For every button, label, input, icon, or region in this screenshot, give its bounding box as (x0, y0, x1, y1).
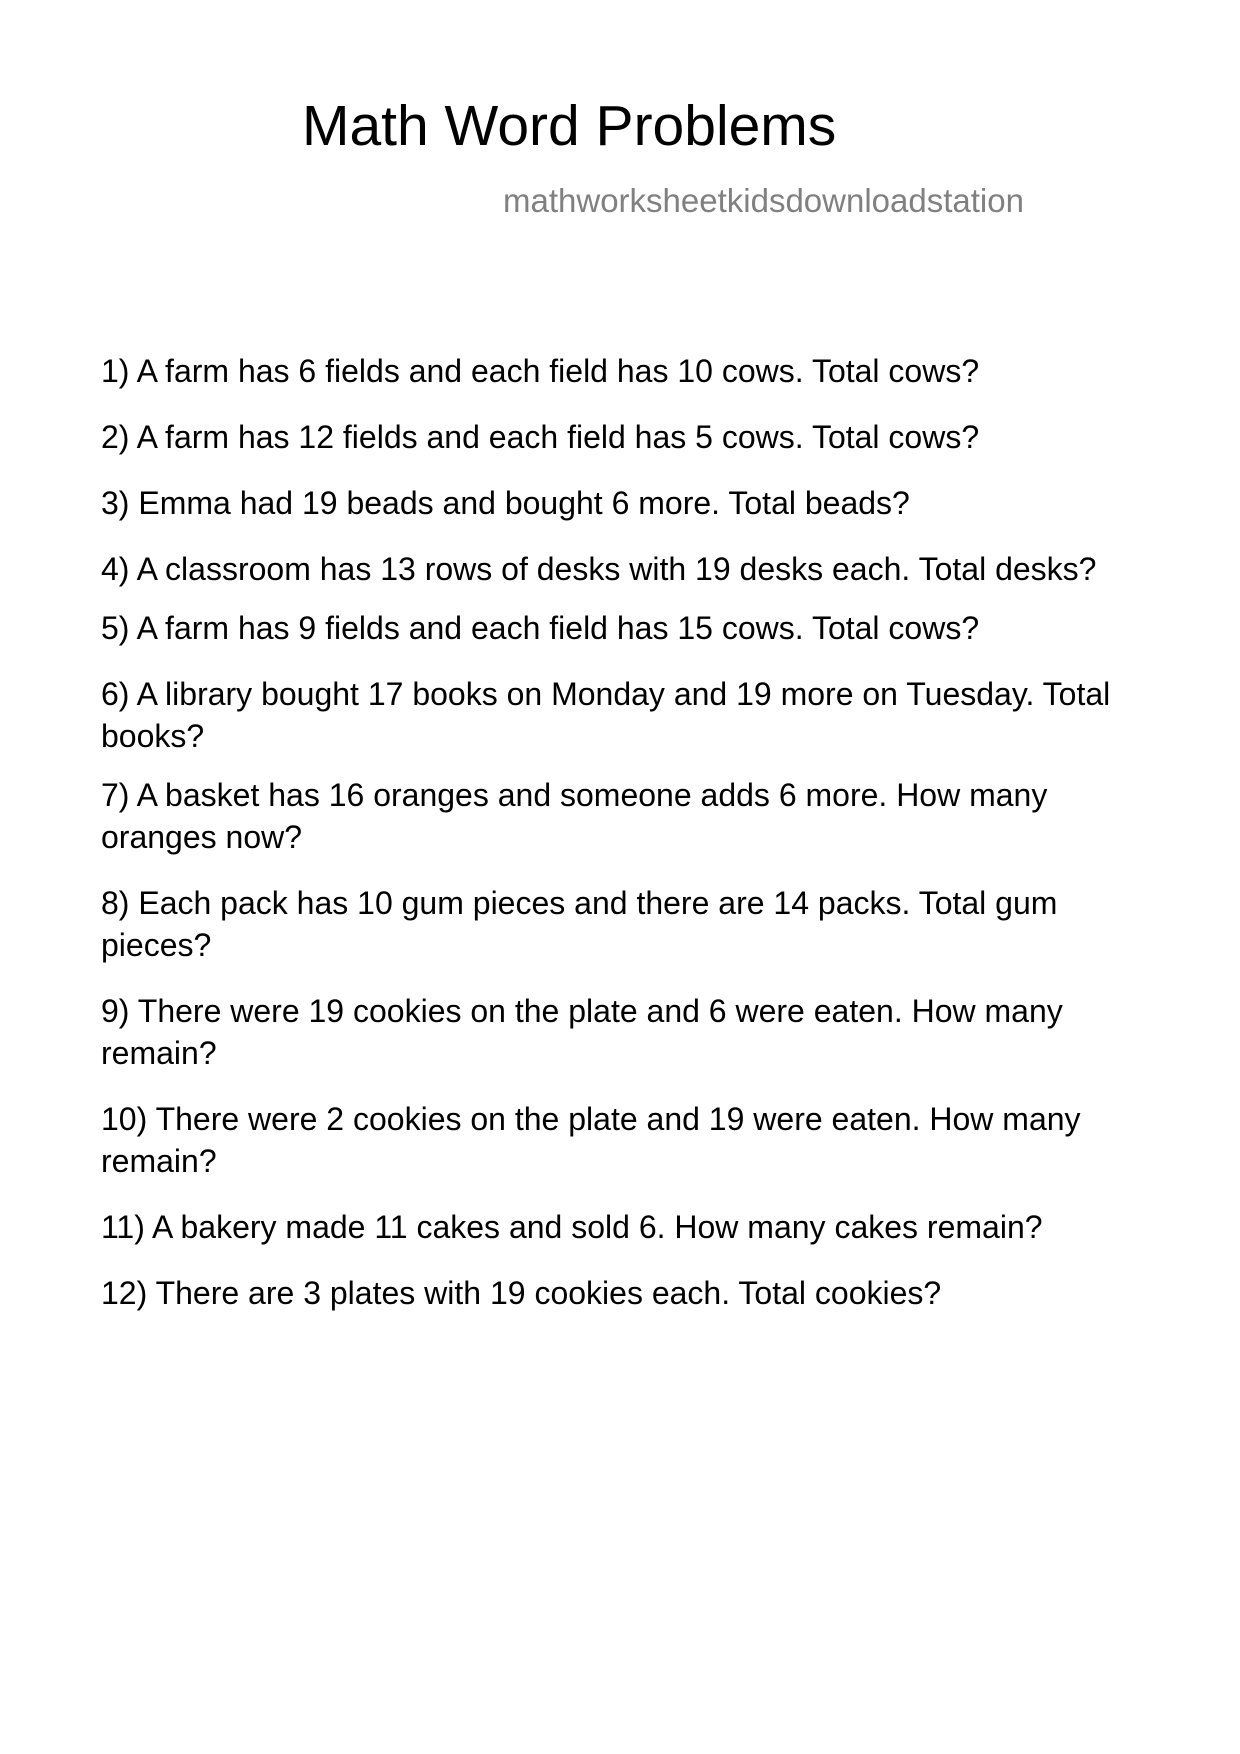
problem-item-4: 4) A classroom has 13 rows of desks with 19 desks each. Total desks? (101, 551, 1097, 587)
page-subtitle: mathworksheetkidsdownloadstation (503, 182, 1024, 219)
problem-item-6: 6) A library bought 17 books on Monday and 19 more on Tuesday. Total books? (101, 676, 1111, 754)
problem-list (101, 350, 1151, 1314)
problem-item-11: 11) A bakery made 11 cakes and sold 6. How many cakes remain? (101, 1209, 1043, 1245)
problem-item-8: 8) Each pack has 10 gum pieces and there are 14 packs. Total gum pieces? (101, 885, 1058, 963)
problem-item-5: 5) A farm has 9 fields and each field has 15 cows. Total cows? (101, 610, 980, 646)
problem-item-9: 9) There were 19 cookies on the plate and 6 were eaten. How many remain? (101, 993, 1063, 1071)
page-title: Math Word Problems (302, 94, 837, 158)
problem-item-10: 10) There were 2 cookies on the plate and 19 were eaten. How many remain? (101, 1101, 1081, 1179)
problem-item-12: 12) There are 3 plates with 19 cookies each. Total cookies? (101, 1275, 942, 1311)
problem-item-2: 2) A farm has 12 fields and each field has 5 cows. Total cows? (101, 419, 980, 455)
problem-item-7: 7) A basket has 16 oranges and someone adds 6 more. How many oranges now? (101, 777, 1048, 855)
problem-item-1: 1) A farm has 6 fields and each field has 10 cows. Total cows? (101, 353, 980, 389)
problem-item-3: 3) Emma had 19 beads and bought 6 more. Total beads? (101, 485, 910, 521)
